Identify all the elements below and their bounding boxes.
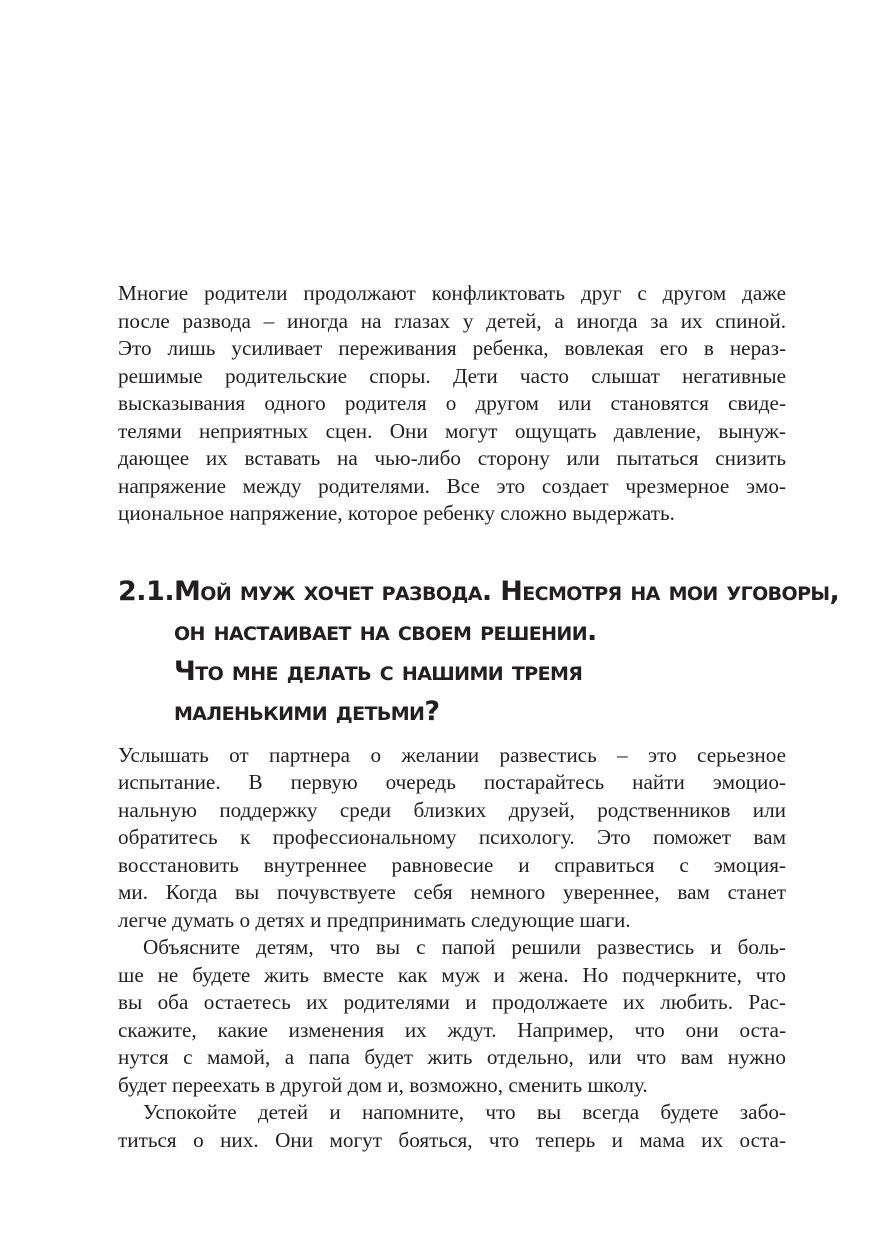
answer-paragraph bbox=[118, 742, 786, 935]
text-line: Успокойте детей и напомните, что вы всегда будете забо- bbox=[143, 1100, 786, 1124]
text-line: Многие родители продолжают конфликтовать друг с другом даже bbox=[118, 281, 786, 305]
section-title-line: маленькими детьми? bbox=[174, 695, 440, 727]
text-line: Это лишь усиливает переживания ребенка, вовлекая его в нераз- bbox=[118, 336, 786, 360]
section-heading bbox=[118, 572, 840, 732]
text-line: телями неприятных сцен. Они могут ощущать давление, вынуж- bbox=[118, 418, 786, 443]
text-line: высказывания одного родителя о другом или становятся свиде- bbox=[118, 391, 786, 415]
text-line: нальную поддержку среди близких друзей, родственников или bbox=[118, 797, 786, 822]
text-line: нутся с мамой, а папа будет жить отдельно, или что вам нужно bbox=[118, 1045, 786, 1069]
text-line: ми. Когда вы почувствуете себя немного увереннее, вам станет bbox=[118, 880, 786, 904]
text-line: решимые родительские споры. Дети часто слышат негативные bbox=[118, 363, 786, 388]
text-line: восстановить внутреннее равновесие и справиться с эмоция- bbox=[118, 852, 786, 877]
answer-paragraph bbox=[118, 934, 786, 1099]
section-title-line: Мой муж хочет развода. Несмотря на мои уговоры, bbox=[174, 575, 840, 607]
text-line: обратитесь к профессиональному психологу. Это поможет вам bbox=[118, 825, 786, 849]
text-line: титься о них. Они могут бояться, что теперь и мама их оста- bbox=[118, 1127, 786, 1152]
text-line: дающее их вставать на чью-либо сторону или пытаться снизить bbox=[118, 446, 786, 470]
text-line: легче думать о детях и предпринимать следующие шаги. bbox=[118, 907, 631, 932]
text-line: скажите, какие изменения их ждут. Например, что они оста- bbox=[118, 1017, 786, 1042]
text-line: испытание. В первую очередь постарайтесь найти эмоцио- bbox=[118, 770, 786, 794]
text-line: циональное напряжение, которое ребенку сложно выдержать. bbox=[118, 501, 675, 525]
text-line: Услышать от партнера о желании развестись – это серьезное bbox=[118, 742, 786, 767]
answer-paragraph bbox=[118, 1099, 786, 1154]
section-title-line: Что мне делать с нашими тремя bbox=[174, 655, 583, 687]
text-line: напряжение между родителями. Все это создает чрезмерное эмо- bbox=[118, 473, 786, 498]
text-line: Объясните детям, что вы с папой решили развестись и боль- bbox=[143, 935, 786, 959]
intro-paragraph bbox=[118, 280, 786, 528]
text-line: после развода – иногда на глазах у детей, а иногда за их спиной. bbox=[118, 308, 786, 333]
text-line: будет переехать в другой дом и, возможно, сменить школу. bbox=[118, 1072, 648, 1097]
section-number: 2.1. bbox=[118, 575, 175, 607]
text-line: вы оба остаетесь их родителями и продолжаете их любить. Рас- bbox=[118, 990, 786, 1014]
text-line: ше не будете жить вместе как муж и жена. Но подчеркните, что bbox=[118, 962, 786, 987]
section-title-line: он настаивает на своем решении. bbox=[174, 615, 597, 647]
page-content bbox=[118, 280, 840, 1154]
